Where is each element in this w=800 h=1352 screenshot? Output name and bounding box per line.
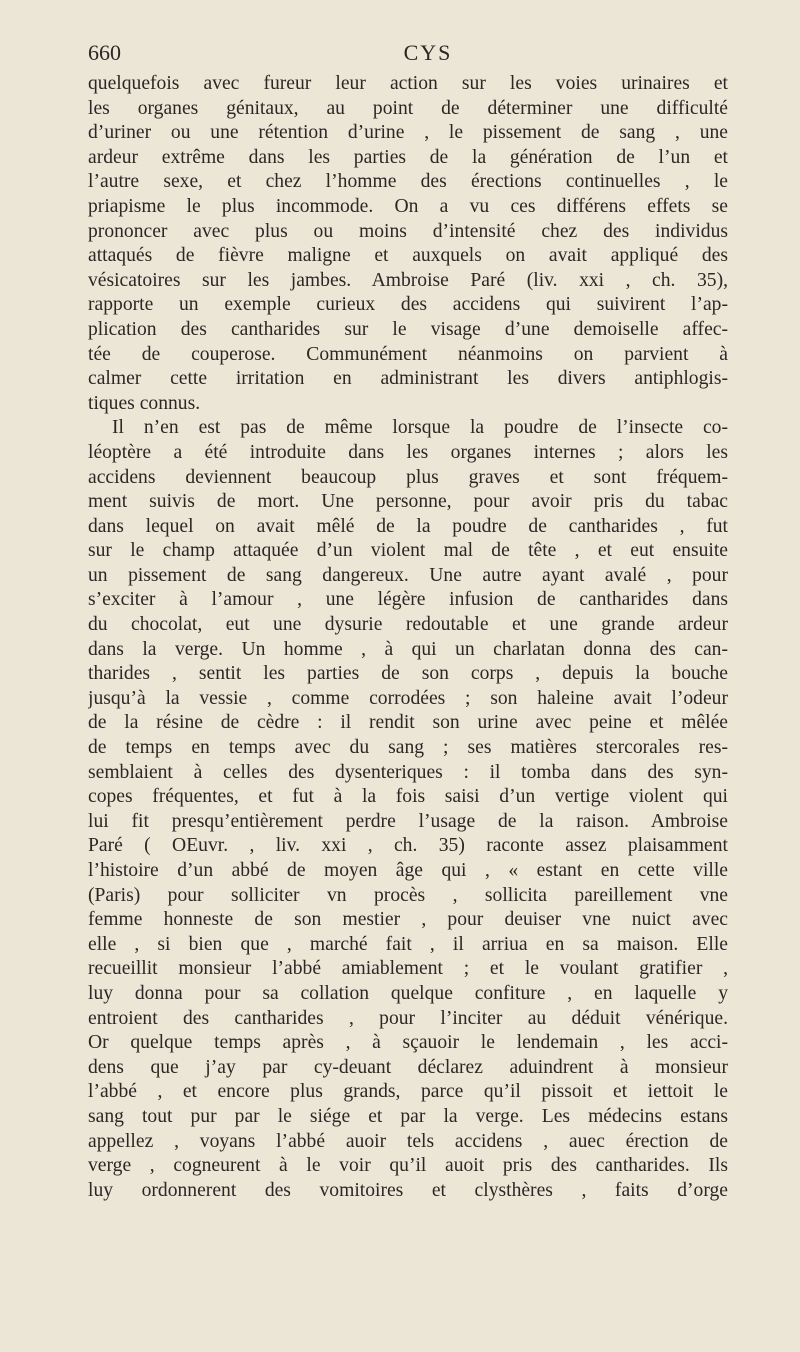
- running-title: CYS: [403, 40, 453, 65]
- text-line: verge , cogneurent à le voir qu’il auoit pris des cantharides. Ils: [88, 1155, 728, 1177]
- page-number: 660: [88, 40, 121, 65]
- text-line: dans lequel on avait mêlé de la poudre de cantharides , fut: [88, 515, 728, 537]
- page-header: [88, 40, 728, 66]
- text-line: un pissement de sang dangereux. Une autre ayant avalé , pour: [88, 564, 728, 586]
- text-line: Paré ( OEuvr. , liv. xxi , ch. 35) raconte assez plaisamment: [88, 835, 728, 857]
- text-line: l’abbé , et encore plus grands, parce qu’il pissoit et iettoit le: [88, 1081, 728, 1103]
- text-line: tée de couperose. Communément néanmoins on parvient à: [88, 343, 728, 365]
- text-line: entroient des cantharides , pour l’inciter au déduit vénérique.: [88, 1007, 728, 1029]
- text-line: ment suivis de mort. Une personne, pour avoir pris du tabac: [88, 491, 728, 513]
- text-line: calmer cette irritation en administrant les divers antiphlogis-: [88, 368, 728, 390]
- text-line: semblaient à celles des dysenteriques : il tomba dans des syn-: [88, 761, 728, 783]
- text-line: quelquefois avec fureur leur action sur les voies urinaires et: [88, 73, 728, 94]
- text-line: de la résine de cèdre : il rendit son urine avec peine et mêlée: [88, 712, 728, 734]
- text-line: léoptère a été introduite dans les organes internes ; alors les: [88, 441, 728, 463]
- text-line: dens que j’ay par cy-deuant déclarez aduindrent à monsieur: [88, 1056, 728, 1078]
- text-line: luy ordonnerent des vomitoires et clysthères , faits d’orge: [88, 1179, 728, 1201]
- text-line: rapporte un exemple curieux des accidens qui suivirent l’ap-: [88, 294, 728, 316]
- text-line: vésicatoires sur les jambes. Ambroise Paré (liv. xxi , ch. 35),: [88, 269, 728, 291]
- text-line: prononcer avec plus ou moins d’intensité chez des individus: [88, 220, 728, 242]
- text-line: sang tout pur par le siége et par la verge. Les médecins estans: [88, 1105, 728, 1127]
- text-line: accidens deviennent beaucoup plus graves et sont fréquem-: [88, 466, 728, 488]
- text-line: s’exciter à l’amour , une légère infusion de cantharides dans: [88, 589, 728, 611]
- text-line: luy donna pour sa collation quelque confiture , en laquelle y: [88, 982, 728, 1004]
- text-line: appellez , voyans l’abbé auoir tels accidens , auec érection de: [88, 1130, 728, 1152]
- text-line: dans la verge. Un homme , à qui un charlatan donna des can-: [88, 638, 728, 660]
- text-line: jusqu’à la vessie , comme corrodées ; son haleine avait l’odeur: [88, 687, 728, 709]
- text-line: copes fréquentes, et fut à la fois saisi d’un vertige violent qui: [88, 786, 728, 808]
- text-line: attaqués de fièvre maligne et auxquels on avait appliqué des: [88, 245, 728, 267]
- text-line: (Paris) pour solliciter vn procès , sollicita pareillement vne: [88, 884, 728, 906]
- text-line: de temps en temps avec du sang ; ses matières stercorales res-: [88, 737, 728, 759]
- text-line: elle , si bien que , marché fait , il arriua en sa maison. Elle: [88, 933, 728, 955]
- text-line: plication des cantharides sur le visage d’une demoiselle affec-: [88, 318, 728, 340]
- text-line: du chocolat, eut une dysurie redoutable et une grande ardeur: [88, 614, 728, 636]
- text-line: ardeur extrême dans les parties de la génération de l’un et: [88, 146, 728, 168]
- text-line: Il n’en est pas de même lorsque la poudre de l’insecte co-: [112, 417, 728, 439]
- text-line: l’autre sexe, et chez l’homme des érections continuelles , le: [88, 171, 728, 193]
- text-line: lui fit presqu’entièrement perdre l’usage de la raison. Ambroise: [88, 810, 728, 832]
- text-line: sur le champ attaquée d’un violent mal de tête , et eut ensuite: [88, 540, 728, 562]
- text-line: les organes génitaux, au point de déterminer une difficulté: [88, 97, 728, 119]
- text-line: Or quelque temps après , à sçauoir le lendemain , les acci-: [88, 1032, 728, 1054]
- text-line: tharides , sentit les parties de son corps , depuis la bouche: [88, 663, 728, 685]
- text-line: d’uriner ou une rétention d’urine , le pissement de sang , une: [88, 122, 728, 144]
- text-line: femme honneste de son mestier , pour deuiser vne nuict avec: [88, 909, 728, 931]
- text-line: recueillit monsieur l’abbé amiablement ; et le voulant gratifier ,: [88, 958, 728, 980]
- text-line: tiques connus.: [88, 392, 201, 414]
- text-line: priapisme le plus incommode. On a vu ces différens effets se: [88, 195, 728, 217]
- body-text: [88, 72, 728, 1203]
- text-line: l’histoire d’un abbé de moyen âge qui , « estant en cette ville: [88, 860, 728, 881]
